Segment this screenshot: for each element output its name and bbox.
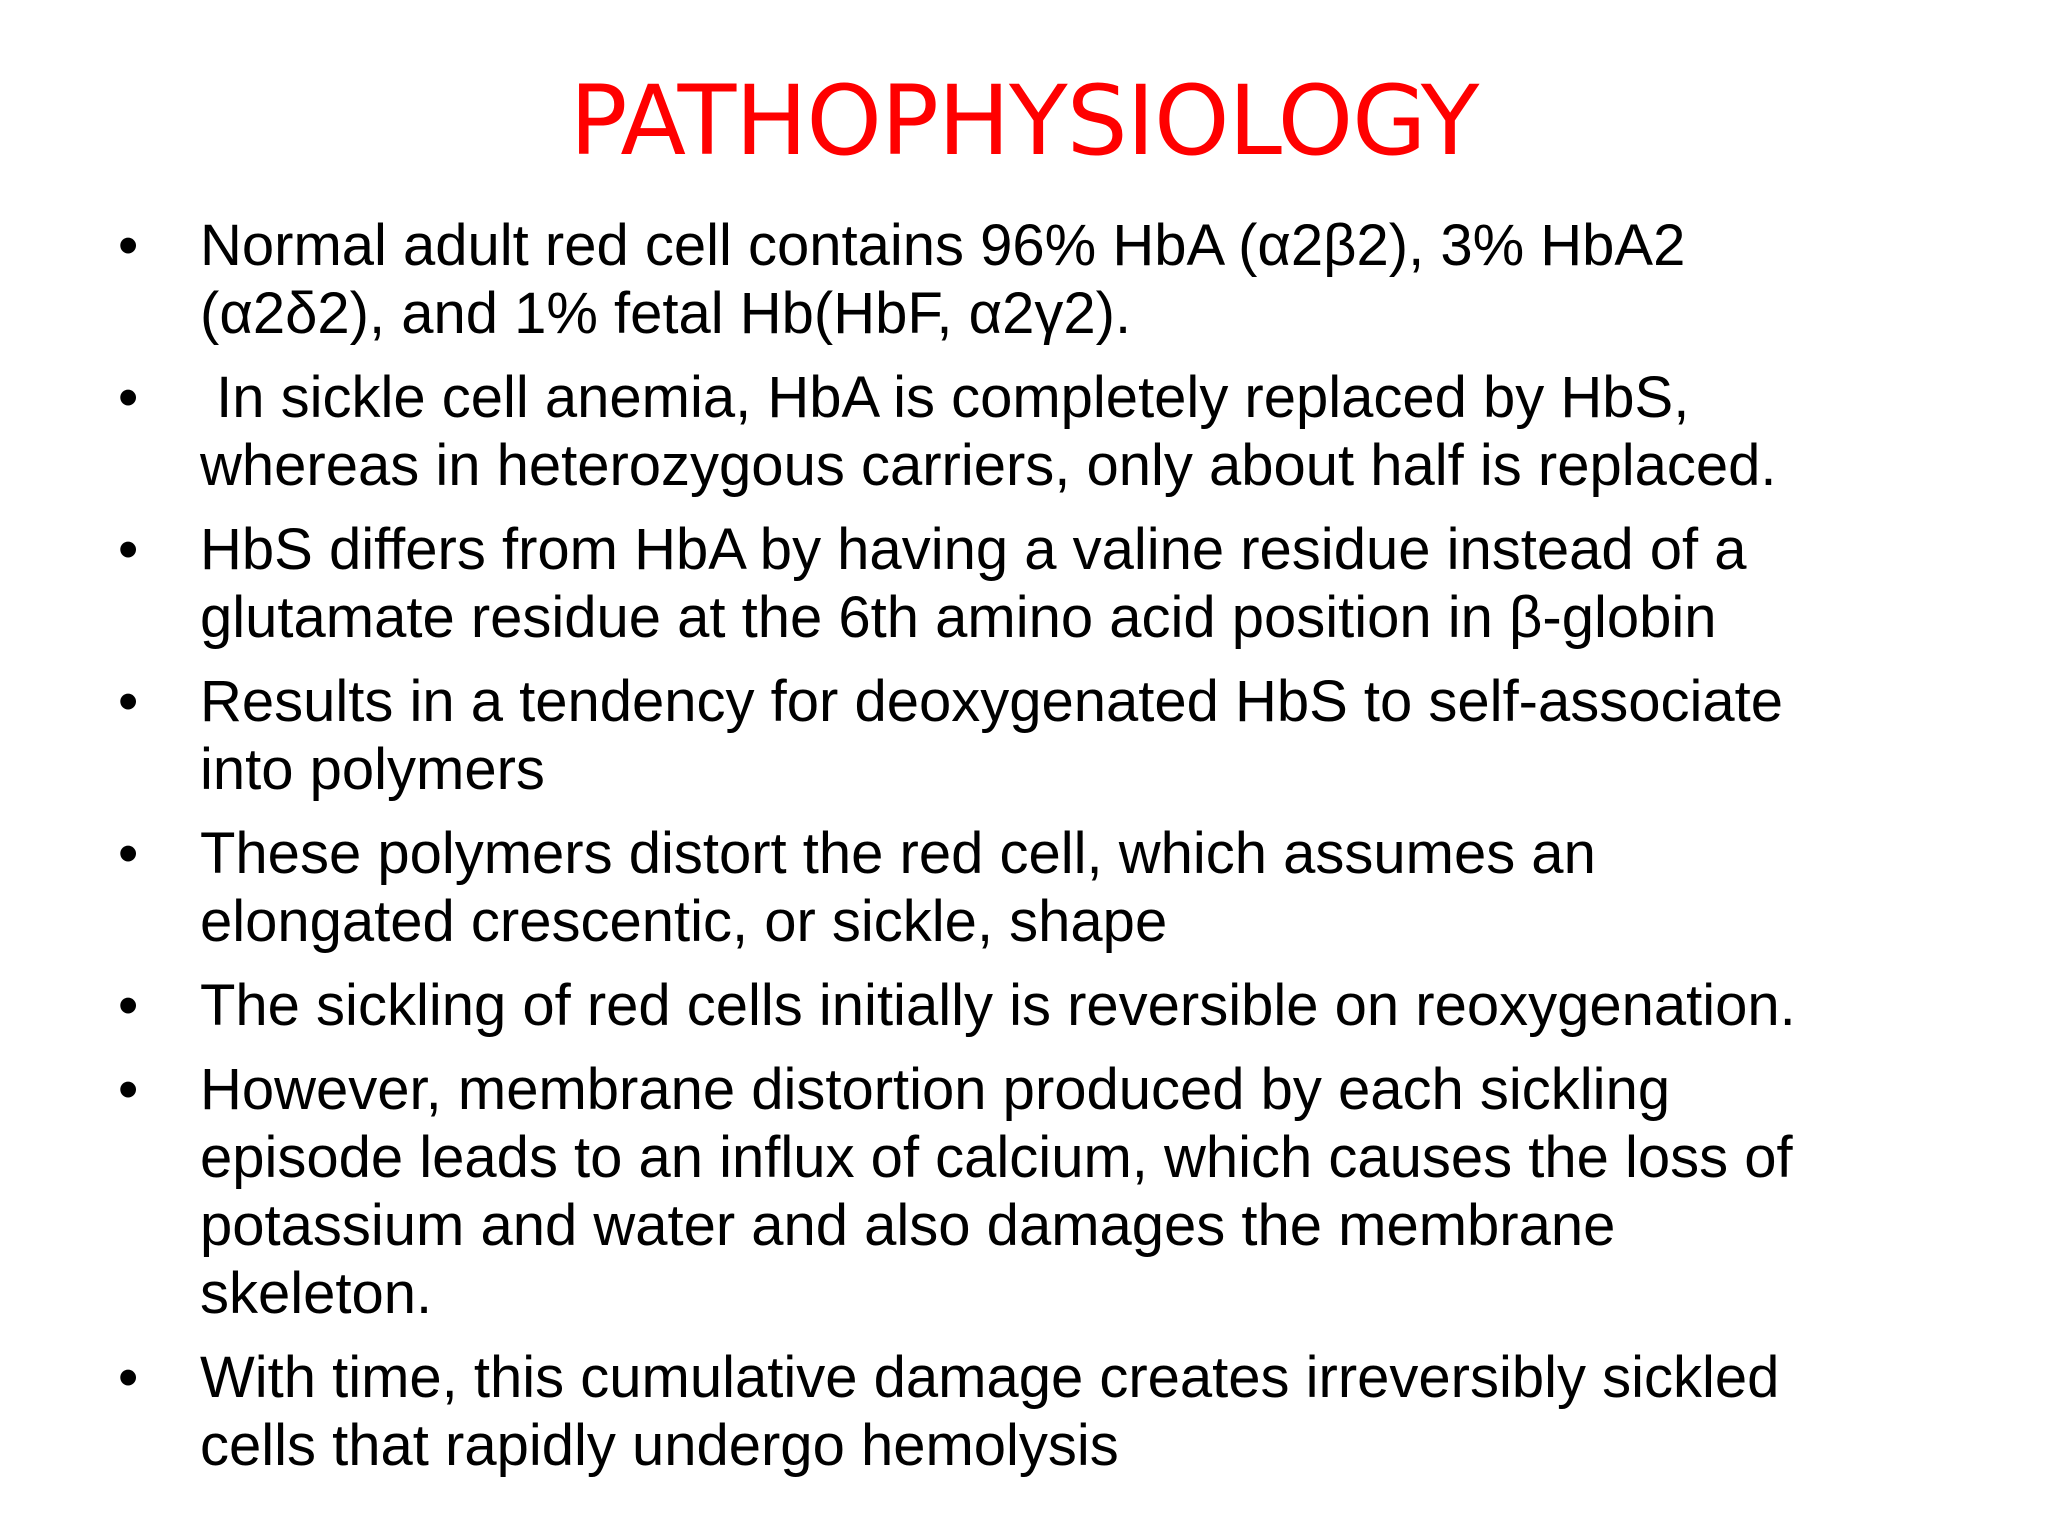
bullet-text: However, membrane distortion produced by each sickling episode leads to an influx of calcium, which causes the loss of potassium and water and also damages the membrane skeleton.	[200, 1057, 1793, 1326]
bullet-marker: •	[118, 1057, 139, 1122]
bullet-text: HbS differs from HbA by having a valine residue instead of a glutamate residue at the 6th amino acid position in β-globin	[200, 517, 1747, 650]
bullet-marker: •	[118, 669, 139, 734]
bullet-text: Results in a tendency for deoxygenated HbS to self-associate into polymers	[200, 669, 1784, 802]
bullet-marker: •	[118, 213, 139, 278]
bullet-marker: •	[118, 821, 139, 886]
bullet-marker: •	[118, 365, 139, 430]
bullet-marker: •	[118, 1345, 139, 1410]
bullet-text: Normal adult red cell contains 96% HbA (α2β2), 3% HbA2 (α2δ2), and 1% fetal Hb(HbF, α2γ2).	[200, 213, 1686, 346]
bullet-text: The sickling of red cells initially is reversible on reoxygenation.	[200, 973, 1796, 1038]
bullet-list	[118, 212, 1948, 1496]
bullet-item	[118, 364, 1948, 500]
bullet-item	[118, 972, 1948, 1040]
bullet-item	[118, 212, 1948, 348]
bullet-marker: •	[118, 517, 139, 582]
bullet-item	[118, 820, 1948, 956]
bullet-marker: •	[118, 973, 139, 1038]
bullet-item	[118, 668, 1948, 804]
bullet-item	[118, 516, 1948, 652]
bullet-text: In sickle cell anemia, HbA is completely replaced by HbS, whereas in heterozygous carriers, only about half is replaced.	[200, 365, 1777, 498]
bullet-text: With time, this cumulative damage creates irreversibly sickled cells that rapidly undergo hemolysis	[200, 1345, 1780, 1478]
bullet-item	[118, 1056, 1948, 1328]
bullet-text: These polymers distort the red cell, which assumes an elongated crescentic, or sickle, shape	[200, 821, 1596, 954]
bullet-item	[118, 1344, 1948, 1480]
slide-title: PATHOPHYSIOLOGY	[569, 65, 1479, 177]
